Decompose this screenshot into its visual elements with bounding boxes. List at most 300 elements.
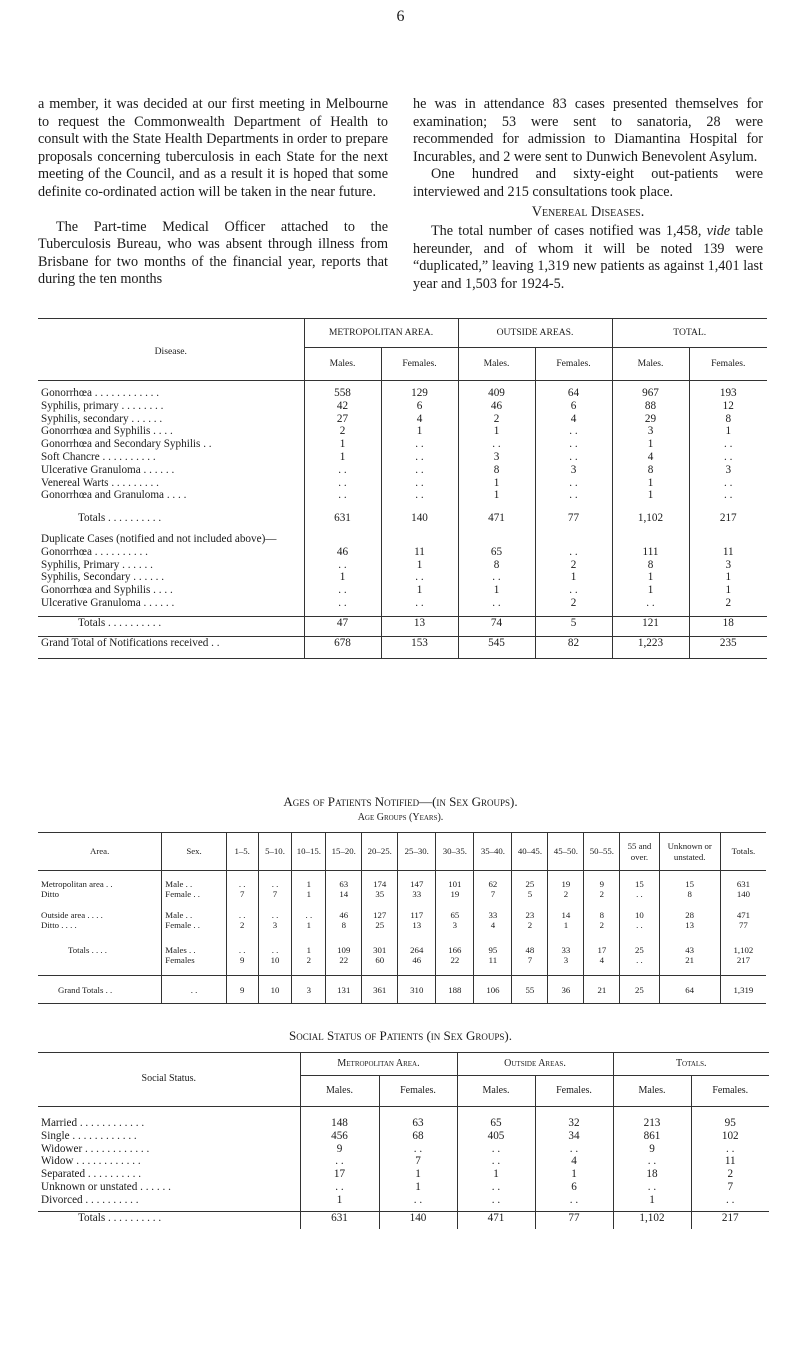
cell-value: 3 [689, 559, 767, 572]
left-paragraph-1: a member, it was decided at our first meeting in Melbourne to request the Commonwealth Department of Health to consult with the State Health Departments in order to prepare proposals concerning tuberculosis in each State for the next meeting of the Council, and as a result it is hoped that some definite co-ordinated action will be taken in the near future. [38, 96, 388, 200]
cell-value: 102 [691, 1130, 769, 1143]
cell-value: 43 [659, 945, 720, 955]
cell-value: 46 [326, 910, 362, 920]
cell-value: 405 [457, 1130, 535, 1143]
cell-value: 147 [398, 879, 436, 889]
cell-value: . . [535, 584, 612, 597]
social-status-header: Social Status. [38, 1053, 300, 1107]
outside-areas-header: Outside Areas. [457, 1053, 613, 1076]
cell-value: 1,102 [612, 512, 689, 525]
cell-value: 140 [379, 1211, 457, 1229]
cell-value: 1 [613, 1194, 691, 1207]
cell-value: 3 [548, 955, 584, 965]
cell-value: 62 [474, 879, 512, 889]
outside-males-header: Males. [457, 1076, 535, 1107]
area-label: Ditto [41, 889, 60, 900]
cell-value: 1 [379, 1181, 457, 1194]
ages-table-title: Ages of Patients Notified—(in Sex Groups). [283, 794, 518, 809]
cell-value: 8 [612, 559, 689, 572]
cell-value: . . [457, 1155, 535, 1168]
cell-value: 10 [258, 976, 292, 1004]
age-row [38, 955, 766, 965]
cell-value: . . [381, 597, 458, 610]
cell-value: 2 [512, 920, 548, 930]
cell-value: 9 [226, 976, 258, 1004]
cell-value: 4 [612, 451, 689, 464]
cell-value: 1 [535, 571, 612, 584]
cell-value: 33 [398, 889, 436, 899]
cell-value: 140 [720, 889, 766, 899]
cell-value: 1 [689, 584, 767, 597]
cell-value: 7 [258, 889, 292, 899]
row-label: Grand Total of Notifications received . . [41, 636, 220, 649]
cell-value: . . [458, 597, 535, 610]
row-label: Widower . . . . . . . . . . . . [41, 1142, 150, 1155]
cell-value: 678 [304, 636, 381, 658]
cell-value: 32 [535, 1117, 613, 1130]
cell-value: . . [300, 1155, 379, 1168]
cell-value: 1 [292, 920, 326, 930]
cell-value: 46 [398, 955, 436, 965]
cell-value: . . [535, 477, 612, 490]
cell-value: 13 [398, 920, 436, 930]
row-label: Totals . . . . . . . . . . [78, 512, 162, 525]
cell-value: 1 [292, 945, 326, 955]
cell-value: 7 [226, 889, 258, 899]
cell-value: 95 [474, 945, 512, 955]
metro-females-header: Females. [381, 348, 458, 381]
cell-value: . . [691, 1194, 769, 1207]
cell-value: 217 [691, 1211, 769, 1229]
cell-value: 106 [474, 976, 512, 1004]
cell-value: . . [381, 477, 458, 490]
cell-value: 4 [584, 955, 620, 965]
cell-value: 64 [659, 976, 720, 1004]
cell-value: 25 [512, 879, 548, 889]
cell-value: 1 [381, 425, 458, 438]
age-column-header: 20–25. [362, 833, 398, 871]
cell-value: 1 [381, 584, 458, 597]
cell-value: 18 [689, 616, 767, 636]
cell-value: . . [535, 438, 612, 451]
cell-value: . . [381, 571, 458, 584]
table-row [38, 1130, 769, 1143]
cell-value: . . [226, 910, 258, 920]
age-row [38, 910, 766, 920]
cell-value: 4 [474, 920, 512, 930]
cell-value: . . [304, 559, 381, 572]
cell-value: 1 [292, 879, 326, 889]
cell-value: 2 [548, 889, 584, 899]
cell-value: 8 [584, 910, 620, 920]
row-label: Gonorrhœa and Granuloma . . . . [41, 489, 187, 502]
cell-value: 1 [612, 584, 689, 597]
cell-value: 1,223 [612, 636, 689, 658]
cell-value: 153 [381, 636, 458, 658]
spacer-row [38, 1107, 769, 1118]
table-row [38, 559, 767, 572]
cell-value: 1 [548, 920, 584, 930]
cell-value: 77 [535, 512, 612, 525]
cell-value: 1 [535, 1168, 613, 1181]
table-row [38, 464, 767, 477]
cell-value: 7 [474, 889, 512, 899]
spacer-row [38, 502, 767, 512]
age-column-header: 45–50. [548, 833, 584, 871]
area-label [38, 955, 162, 965]
age-column-header: 40–45. [512, 833, 548, 871]
row-label: Married . . . . . . . . . . . . [41, 1117, 145, 1129]
table-row [38, 571, 767, 584]
row-label: Single . . . . . . . . . . . . [41, 1129, 137, 1142]
cell-value: 35 [362, 889, 398, 899]
cell-value: 631 [300, 1211, 379, 1229]
cell-value: 8 [612, 464, 689, 477]
left-paragraph-2: The Part-time Medical Officer attached to the Tuberculosis Bureau, who was absent through illness from Brisbane for two months of the financial year, reports that during the ten months [38, 218, 388, 288]
cell-value: 456 [300, 1130, 379, 1143]
cell-value: 7 [512, 955, 548, 965]
cell-value: . . [304, 477, 381, 490]
cell-value: 74 [458, 616, 535, 636]
cell-value: 213 [613, 1117, 691, 1130]
cell-value: 121 [612, 616, 689, 636]
cell-value: 861 [613, 1130, 691, 1143]
row-label: Soft Chancre . . . . . . . . . . [41, 450, 156, 463]
cell-value: . . [612, 597, 689, 610]
cell-value: 68 [379, 1130, 457, 1143]
cell-value: 64 [535, 387, 612, 400]
cell-value: 2 [304, 425, 381, 438]
cell-value: 1 [304, 571, 381, 584]
metro-females-header: Females. [379, 1076, 457, 1107]
cell-value: 1 [458, 477, 535, 490]
cell-value: 1,319 [720, 976, 766, 1004]
row-label: Gonorrhœa . . . . . . . . . . . . [41, 387, 160, 399]
table-row [38, 597, 767, 610]
cell-value: 36 [548, 976, 584, 1004]
total-females-header: Females. [689, 348, 767, 381]
cell-value: . . [304, 597, 381, 610]
cell-value: 1,102 [613, 1211, 691, 1229]
cell-value: . . [691, 1143, 769, 1156]
age-column-header: 50–55. [584, 833, 620, 871]
cell-value: 12 [689, 400, 767, 413]
cell-value: 27 [304, 413, 381, 426]
cell-value: . . [258, 879, 292, 889]
age-column-header: 5–10. [258, 833, 292, 871]
cell-value: 8 [458, 464, 535, 477]
cell-value: 15 [659, 879, 720, 889]
cell-value: 2 [689, 597, 767, 610]
row-label: Syphilis, primary . . . . . . . . [41, 399, 164, 412]
cell-value: . . [457, 1194, 535, 1207]
sex-label: Females [162, 955, 227, 965]
row-label: Syphilis, Primary . . . . . . [41, 558, 153, 571]
table-row [38, 438, 767, 451]
cell-value: . . [613, 1155, 691, 1168]
cell-value: . . [292, 910, 326, 920]
cell-value: 19 [436, 889, 474, 899]
cell-value: 2 [458, 413, 535, 426]
duplicate-totals-row [38, 616, 767, 636]
spacer-row [38, 871, 766, 880]
spacer-row [38, 931, 766, 945]
age-column-header: 25–30. [398, 833, 436, 871]
cell-value: 63 [379, 1117, 457, 1130]
cell-value: . . [535, 451, 612, 464]
outside-areas-header: OUTSIDE AREAS. [458, 319, 612, 348]
cell-value: 129 [381, 387, 458, 400]
cell-value: 117 [398, 910, 436, 920]
cell-value: 4 [381, 413, 458, 426]
spacer-row [38, 525, 767, 533]
cell-value: 1 [292, 889, 326, 899]
cell-value: 361 [362, 976, 398, 1004]
cell-value: . . [226, 879, 258, 889]
outside-females-header: Females. [535, 1076, 613, 1107]
cell-value: 29 [612, 413, 689, 426]
sex-label: Male . . [162, 910, 227, 920]
totals-row [38, 1211, 769, 1229]
right-paragraph-3: The total number of cases notified was 1,458, vide table hereunder, and of whom it will be noted 139 were “duplicated,” leaving 1,319 new patients as against 1,401 last year and 1,503 for 1924-5. [413, 223, 764, 292]
cell-value: 148 [300, 1117, 379, 1130]
cell-value: 2 [292, 955, 326, 965]
row-label: Syphilis, secondary . . . . . . [41, 412, 163, 425]
cell-value: 1 [304, 438, 381, 451]
right-column [413, 96, 763, 294]
venereal-diseases-heading: Venereal Diseases. [531, 203, 645, 220]
cell-value: . . [304, 489, 381, 502]
spacer-row [38, 900, 766, 910]
cell-value: 131 [326, 976, 362, 1004]
cell-value: 9 [613, 1143, 691, 1156]
totals-females-header: Females. [691, 1076, 769, 1107]
cell-value: . . [381, 489, 458, 502]
cell-value: 25 [620, 945, 659, 955]
cell-value: . . [379, 1194, 457, 1207]
cell-value: . . [381, 451, 458, 464]
cell-value: 28 [659, 910, 720, 920]
cell-value: 264 [398, 945, 436, 955]
cell-value: . . [689, 489, 767, 502]
cell-value: 1 [458, 425, 535, 438]
area-label: Grand Totals . . [58, 984, 113, 995]
cell-value: 22 [326, 955, 362, 965]
totals-row [38, 512, 767, 525]
row-label: Separated . . . . . . . . . . [41, 1168, 142, 1181]
cell-value: 1 [458, 489, 535, 502]
cell-value: 217 [689, 512, 767, 525]
cell-value: . . [457, 1181, 535, 1194]
cell-value: 82 [535, 636, 612, 658]
table-row [38, 400, 767, 413]
table-row [38, 387, 767, 400]
cell-value: . . [258, 945, 292, 955]
cell-value: 5 [512, 889, 548, 899]
sex-label: Female . . [162, 920, 227, 930]
cell-value: . . [620, 889, 659, 899]
cell-value: 174 [362, 879, 398, 889]
cell-value: 2 [535, 559, 612, 572]
age-column-header: 1–5. [226, 833, 258, 871]
metro-males-header: Males. [304, 348, 381, 381]
cell-value: 1,102 [720, 945, 766, 955]
cell-value: 22 [436, 955, 474, 965]
age-column-header: Totals. [720, 833, 766, 871]
age-column-header: Sex. [162, 833, 227, 871]
table-row [38, 451, 767, 464]
cell-value: 8 [659, 889, 720, 899]
cell-value: 3 [535, 464, 612, 477]
age-column-header: 15–20. [326, 833, 362, 871]
cell-value: . . [535, 1143, 613, 1156]
area-label: Metropolitan area . . [41, 879, 113, 889]
cell-value: 33 [548, 945, 584, 955]
cell-value: 111 [612, 546, 689, 559]
cell-value: 2 [226, 920, 258, 930]
row-label: Widow . . . . . . . . . . . . [41, 1155, 141, 1168]
cell-value: 471 [457, 1211, 535, 1229]
metro-males-header: Males. [300, 1076, 379, 1107]
table-row [38, 477, 767, 490]
row-label: Gonorrhœa . . . . . . . . . . [41, 545, 148, 558]
ages-table [38, 832, 766, 1004]
cell-value: 471 [458, 512, 535, 525]
row-label: Unknown or unstated . . . . . . [41, 1180, 171, 1193]
cell-value: . . [620, 955, 659, 965]
table-row [38, 1117, 769, 1130]
cell-value: 10 [258, 955, 292, 965]
outside-males-header: Males. [458, 348, 535, 381]
cell-value: 3 [436, 920, 474, 930]
sex-label: Female . . [162, 889, 227, 899]
cell-value: 3 [612, 425, 689, 438]
metro-area-header: METROPOLITAN AREA. [304, 319, 458, 348]
table-row [38, 584, 767, 597]
cell-value: 13 [659, 920, 720, 930]
cell-value: 77 [720, 920, 766, 930]
sex-label: Male . . [162, 879, 227, 889]
metro-area-header: Metropolitan Area. [300, 1053, 457, 1076]
area-label: Totals . . . . [68, 944, 107, 955]
cell-value: 95 [691, 1117, 769, 1130]
cell-value: . . [381, 464, 458, 477]
cell-value: . . [535, 1194, 613, 1207]
cell-value: . . [379, 1143, 457, 1156]
cell-value: 7 [379, 1155, 457, 1168]
age-row [38, 889, 766, 899]
total-header: TOTAL. [612, 319, 767, 348]
totals-males-header: Males. [613, 1076, 691, 1107]
cell-value: 217 [720, 955, 766, 965]
totals-header: Totals. [613, 1053, 769, 1076]
cell-value: 42 [304, 400, 381, 413]
cell-value: 60 [362, 955, 398, 965]
cell-value: 235 [689, 636, 767, 658]
total-males-header: Males. [612, 348, 689, 381]
cell-value: . . [381, 438, 458, 451]
row-label: Totals . . . . . . . . . . [78, 1211, 162, 1224]
cell-value: . . [689, 451, 767, 464]
cell-value: 18 [613, 1168, 691, 1181]
cell-value: 19 [548, 879, 584, 889]
cell-value: 2 [584, 920, 620, 930]
row-label: Totals . . . . . . . . . . [78, 616, 162, 629]
cell-value: 46 [458, 400, 535, 413]
cell-value: 3 [458, 451, 535, 464]
cell-value: 33 [474, 910, 512, 920]
cell-value: 7 [691, 1181, 769, 1194]
cell-value: . . [226, 945, 258, 955]
cell-value: 101 [436, 879, 474, 889]
row-label: Ulcerative Granuloma . . . . . . [41, 596, 175, 609]
cell-value: . . [535, 489, 612, 502]
cell-value: 21 [584, 976, 620, 1004]
cell-value: 545 [458, 636, 535, 658]
cell-value: . . [457, 1143, 535, 1156]
cell-value: 23 [512, 910, 548, 920]
cell-value: 310 [398, 976, 436, 1004]
cell-value: 9 [584, 879, 620, 889]
cell-value: 11 [381, 546, 458, 559]
cell-value: 17 [584, 945, 620, 955]
cell-value: 2 [535, 597, 612, 610]
table-row [38, 1194, 769, 1207]
cell-value: 166 [436, 945, 474, 955]
cell-value: . . [620, 920, 659, 930]
table-row [38, 546, 767, 559]
sex-label: . . [162, 976, 227, 1004]
cell-value: 558 [304, 387, 381, 400]
cell-value: 3 [689, 464, 767, 477]
cell-value: . . [458, 571, 535, 584]
cell-value: 8 [326, 920, 362, 930]
cell-value: 63 [326, 879, 362, 889]
cell-value: 25 [362, 920, 398, 930]
cell-value: 47 [304, 616, 381, 636]
cell-value: 21 [659, 955, 720, 965]
cell-value: 409 [458, 387, 535, 400]
cell-value: 10 [620, 910, 659, 920]
outside-females-header: Females. [535, 348, 612, 381]
age-column-header: 35–40. [474, 833, 512, 871]
table-row [38, 1168, 769, 1181]
cell-value: 34 [535, 1130, 613, 1143]
cell-value: . . [300, 1181, 379, 1194]
cell-value: 471 [720, 910, 766, 920]
table-row [38, 1155, 769, 1168]
cell-value: 88 [612, 400, 689, 413]
cell-value: 109 [326, 945, 362, 955]
area-label: Outside area . . . . [41, 909, 103, 920]
left-column [38, 96, 388, 289]
cell-value: 1 [689, 425, 767, 438]
cell-value: 1 [612, 571, 689, 584]
cell-value: 8 [458, 559, 535, 572]
cell-value: 48 [512, 945, 548, 955]
row-label: Gonorrhœa and Secondary Syphilis . . [41, 438, 212, 451]
age-column-header: Unknown or unstated. [659, 833, 720, 871]
row-label: Divorced . . . . . . . . . . [41, 1193, 139, 1206]
cell-value: 9 [300, 1143, 379, 1156]
cell-value: 13 [381, 616, 458, 636]
row-label: Syphilis, Secondary . . . . . . [41, 571, 165, 584]
area-label: Ditto . . . . [41, 920, 77, 931]
cell-value: . . [258, 910, 292, 920]
right-paragraph-1: he was in attendance 83 cases presented themselves for examination; 53 were sent to sanatoria, 28 were recommended for admission to Diamantina Hospital for Incurables, and 2 were sent to Dunwich Benevolent Asylum. [413, 96, 763, 165]
cell-value: 9 [226, 955, 258, 965]
social-status-table [38, 1052, 769, 1229]
